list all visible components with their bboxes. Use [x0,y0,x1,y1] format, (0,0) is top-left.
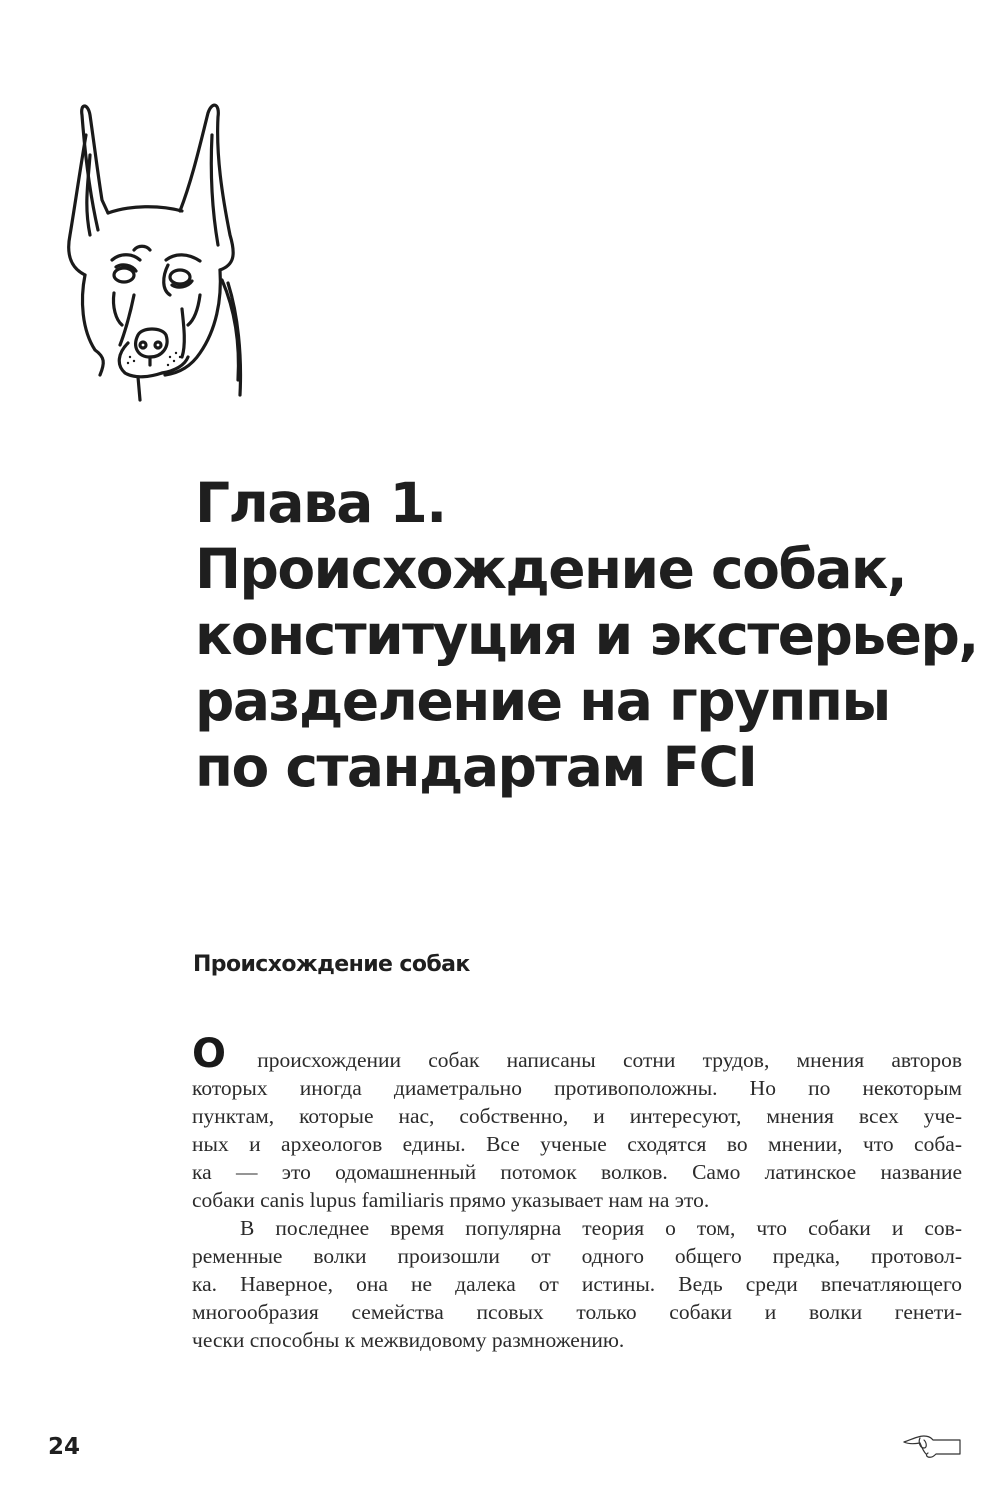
text-line: В последнее время популярна теория о том, что собаки и сов- [240,1216,962,1240]
text-line: пунктам, которые нас, собственно, и интересуют, мнения всех уче- [192,1104,962,1128]
text-line: многообразия семейства псовых только собаки и волки генети- [192,1300,962,1324]
paragraph-2 [192,1214,962,1354]
chapter-title-line: Глава 1. [195,471,446,535]
dachshund-icon [900,1430,962,1462]
text-line: собаки canis lupus familiaris прямо указывает нам на это. [192,1188,710,1212]
text-line: ременные волки произошли от одного общего предка, протовол- [192,1244,962,1268]
text-line: чески способны к межвидовому размножению. [192,1328,625,1352]
text-line: ных и археологов едины. Все ученые сходятся во мнении, что соба- [192,1132,962,1156]
chapter-title-line: Происхождение собак, [195,537,907,601]
text-line: ка — это одомашненный потомок волков. Само латинское название [192,1160,962,1184]
section-heading: Происхождение собак [193,952,470,977]
text-line [192,1031,962,1077]
text-line: ка. Наверное, она не далека от истины. Ведь среди впечатляющего [192,1272,962,1296]
text-line-content: происхождении собак написаны сотни трудов, мнения авторов [230,1048,962,1072]
page-number: 24 [48,1434,81,1460]
dog-head-icon [50,95,250,415]
paragraph-1 [192,1031,962,1214]
chapter-title [195,470,985,800]
body-text [192,1031,962,1354]
text-line: которых иногда диаметрально противоположны. Но по некоторым [192,1076,962,1100]
drop-cap: О [192,1031,227,1077]
chapter-title-line: конституция и экстерьер, [195,603,978,667]
chapter-title-line: разделение на группы [195,669,890,733]
chapter-title-line: по стандартам FCI [195,735,757,799]
